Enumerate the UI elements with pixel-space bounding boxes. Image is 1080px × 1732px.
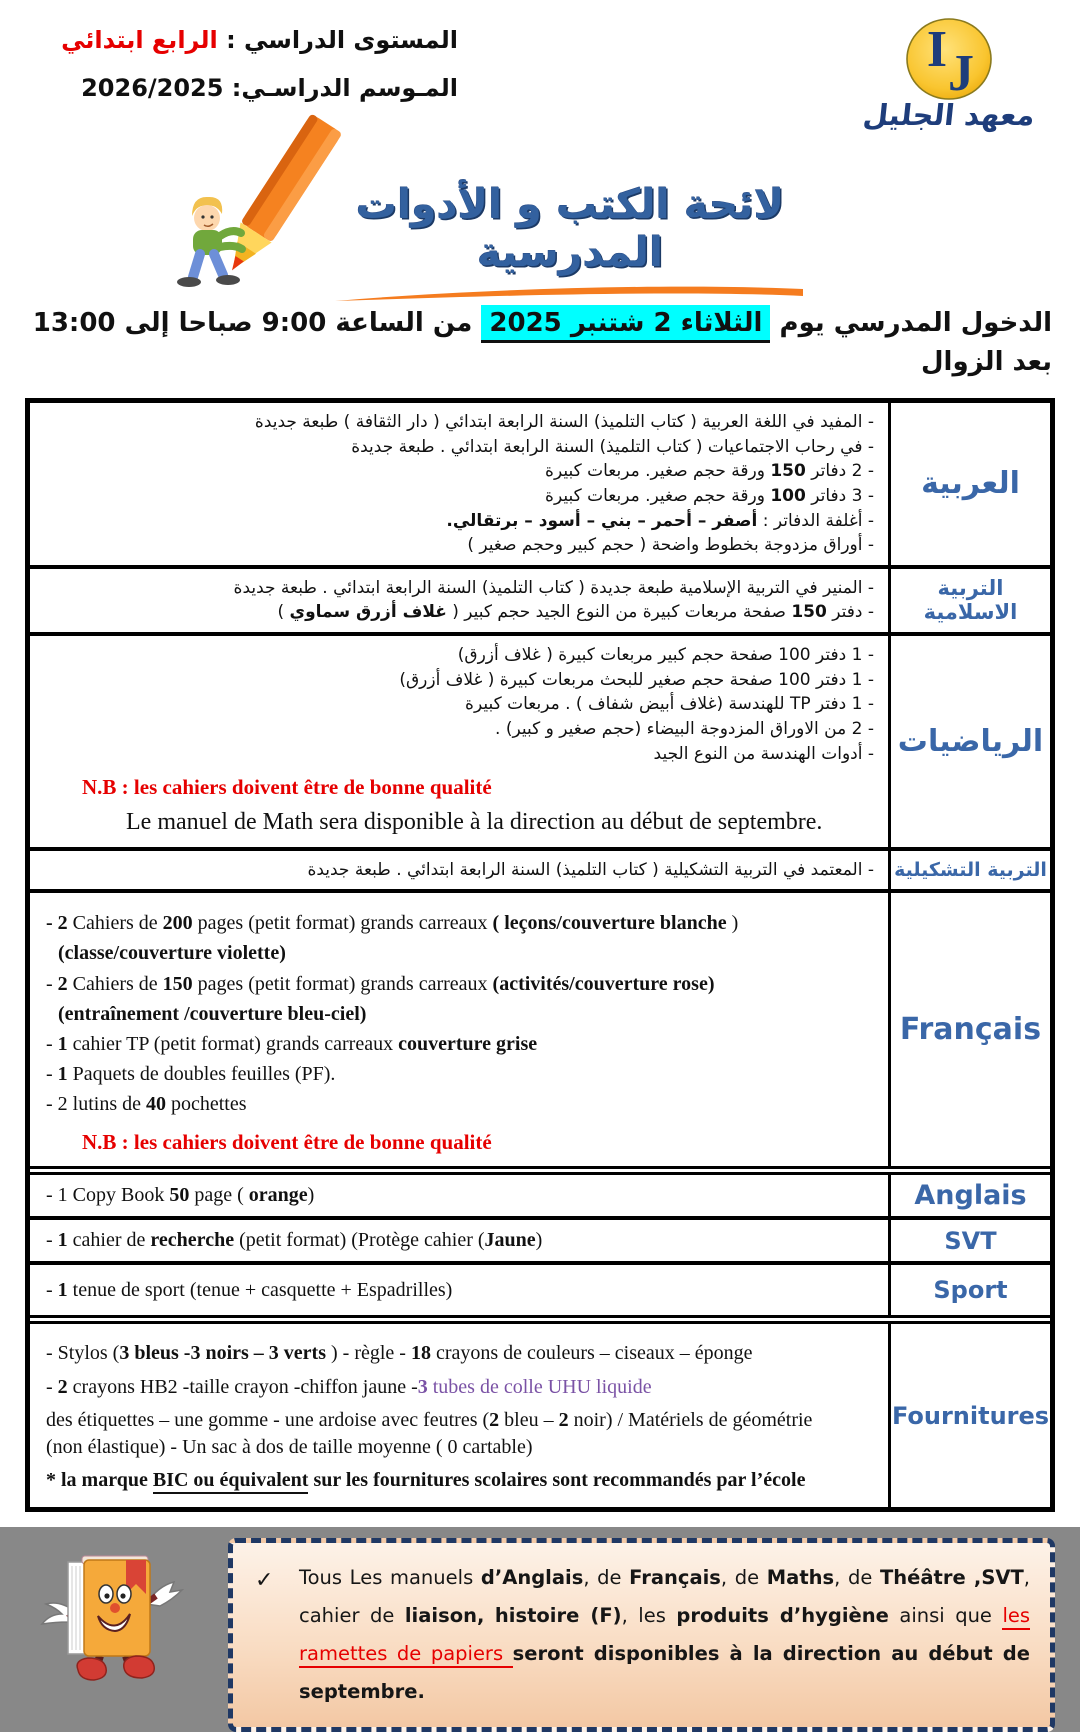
table-row-math [30, 636, 1050, 850]
row-content-art-education: - المعتمد في التربية التشكيلية ( كتاب التلميذ) السنة الرابعة ابتدائي . طبعة جديدة [307, 859, 874, 880]
book-character-illustration [30, 1542, 202, 1690]
year-value: 2026/2025 [81, 74, 224, 102]
row-label-art-education [888, 851, 1050, 890]
row-content-french: - 2 Cahiers de 200 pages (petit format) grands carreaux ( leçons/couverture blanche ) (classe/couverture violette) - 2 Cahiers de 150 pages (petit format) grands carreaux (activités/couverture rose) (entraînement /couverture bleu-ciel) - 1 cahier TP (petit format) grands carreaux couverture grise - 1 Paquets de doubles feuilles (PF). - 2 lutins de 40 pochettes N.B : les cahiers doivent être de bonne qualité [46, 912, 739, 1154]
level-value: الرابع ابتدائي [61, 26, 218, 54]
row-label-arabic [888, 403, 1050, 565]
logo-letter-j: J [948, 45, 974, 102]
row-label-text: Fournitures [891, 1401, 1050, 1430]
row-label-text: العربية [921, 466, 1020, 502]
row-content-islamic-education: - المنير في التربية الإسلامية طبعة جديدة ( كتاب التلميذ) السنة الرابعة ابتدائي . طبعة جديدة - دفتر 150 صفحة مربعات كبيرة من النوع الجيد حجم كبير ( غلاف أزرق سماوي ) [233, 577, 874, 623]
availability-note-text: Tous Les manuels d’Anglais, de Français, de Maths, de Théâtre ,SVT, cahier de liaison, histoire (F), les produits d’hygiène ainsi que les ramettes de papiers seront disponibles à la direction au début de septembre. [299, 1566, 1031, 1704]
title-wrap [325, 180, 815, 306]
table-row-supplies [30, 1324, 1050, 1507]
school-logo [844, 16, 1054, 132]
table-row-islamic-education [30, 569, 1050, 636]
row-label-islamic-education [888, 569, 1050, 632]
row-label-french [888, 893, 1050, 1166]
table-row-sport [30, 1265, 1050, 1324]
table-row-art-education [30, 851, 1050, 894]
row-label-text: التربية الاسلامية [923, 576, 1018, 625]
row-label-text: SVT [944, 1226, 997, 1255]
row-content-math: - 1 دفتر 100 صفحة حجم كبير مربعات كبيرة ( غلاف أزرق) - 1 دفتر 100 صفحة حجم صغير للبحث مربعات كبيرة ( غلاف أزرق) - 1 دفتر TP للهندسة (غلاف أبيض شفاف ) . مربعات كبيرة - 2 من الاوراق المزدوجة البيضاء (حجم صغير و كبير) . - أدوات الهندسة من النوع الجيد N.B : les cahiers doivent être de bonne qualité Le manuel de Math sera disponible à la direction au début de septembre. [82, 645, 874, 835]
row-label-supplies [888, 1324, 1050, 1507]
row-label-math [888, 636, 1050, 846]
level-line [28, 16, 458, 64]
row-label-text: الرياضيات [897, 723, 1044, 759]
entry-date-highlight: الثلاثاء 2 شتنبر 2025 [481, 305, 770, 343]
row-label-svt [888, 1220, 1050, 1261]
row-content-arabic: - المفيد في اللغة العربية ( كتاب التلميذ) السنة الرابعة ابتدائي ( دار الثقافة ) طبعة جديدة - في رحاب الاجتماعيات ( كتاب التلميذ) السنة الرابعة ابتدائي . طبعة جديدة - 2 دفاتر 150 ورقة حجم صغير. مربعات كبيرة - 3 دفاتر 100 ورقة حجم صغير. مربعات كبيرة - أغلفة الدفاتر : أصفر – أحمر – بني – أسود – برتقالي. - أوراق مزدوجة بخطوط واضحة ( حجم كبير وحجم صغير ) [254, 412, 874, 556]
table-row-french [30, 893, 1050, 1175]
page-title: لائحة الكتب و الأدوات المدرسية [355, 180, 785, 276]
row-content-english: - 1 Copy Book 50 page ( orange) [46, 1184, 315, 1207]
row-label-text: التربية التشكيلية [894, 858, 1047, 881]
supplies-table [25, 398, 1055, 1512]
row-content-svt: - 1 cahier de recherche (petit format) (Protège cahier (Jaune) [46, 1229, 543, 1252]
table-row-arabic [30, 403, 1050, 569]
title-underline-swoosh [335, 282, 805, 302]
year-line [28, 64, 458, 112]
row-content-supplies: - Stylos (3 bleus -3 noirs – 3 verts ) - règle - 18 crayons de couleurs – ciseaux – éponge - 2 crayons HB2 -taille crayon -chiffon jaune -3 tubes de colle UHU liquide des étiquettes – une gomme - une ardoise avec feutres (2 bleu – 2 noir) / Matériels de géométrie (non élastique) - Un sac à dos de taille moyenne ( 0 cartable) * la marque BIC ou équivalent sur les fournitures scolaires sont recommandés par l’école [30, 1324, 888, 1507]
entry-suffix: من الساعة 9:00 صباحا إلى 13:00 بعد الزوال [32, 308, 1052, 377]
availability-note [228, 1538, 1055, 1732]
entry-date-line [0, 298, 1080, 382]
level-label: المستوى الدراسي : [217, 26, 458, 54]
footer-section [30, 1538, 1055, 1732]
row-label-text: Français [899, 1012, 1042, 1048]
row-label-text: Anglais [914, 1180, 1027, 1212]
pencil-boy-illustration [168, 134, 346, 302]
row-label-english [888, 1175, 1050, 1216]
logo-letter-i: I [926, 21, 948, 78]
title-section [0, 140, 1080, 298]
row-content-sport: - 1 tenue de sport (tenue + casquette + Espadrilles) [46, 1278, 453, 1301]
row-label-text: Sport [933, 1276, 1008, 1305]
school-logo-icon [893, 16, 1005, 102]
checkmark-icon: ✓ [255, 1568, 274, 1594]
year-label: المـوسم الدراسـي: [223, 74, 458, 102]
table-row-english [30, 1175, 1050, 1220]
school-name: معهد الجليل [861, 98, 1037, 132]
header-info [28, 16, 458, 112]
header [0, 0, 1080, 138]
table-row-svt [30, 1220, 1050, 1265]
row-label-sport [888, 1265, 1050, 1315]
entry-prefix: الدخول المدرسي يوم [770, 308, 1052, 338]
